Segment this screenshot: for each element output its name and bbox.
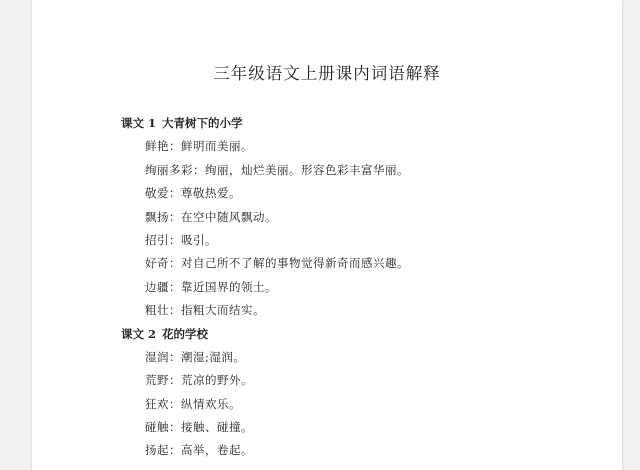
vocab-term: 鲜艳 [145,139,169,154]
vocab-term: 湿润 [145,349,169,364]
vocab-term: 敬爱 [145,186,169,201]
vocab-definition: 靠近国界的领土。 [181,279,277,294]
vocab-term: 狂欢 [145,396,169,411]
document-body [121,112,601,463]
vocab-separator: ： [169,373,181,388]
document-title: 三年级语文上册课内词语解释 [213,64,441,83]
vocab-entry [121,346,601,369]
vocab-separator: ： [169,256,181,271]
vocab-entry [121,252,601,275]
vocab-separator: ： [169,186,181,201]
vocab-term: 荒野 [145,373,169,388]
lesson-heading [121,112,601,135]
vocab-entry [121,439,601,462]
lesson-title: 花的学校 [162,326,209,341]
vocab-definition: 鲜明而美丽。 [181,139,253,154]
vocab-entry [121,416,601,439]
vocab-entry [121,229,601,252]
vocab-separator: ： [169,396,181,411]
vocab-definition: 尊敬热爱。 [181,186,241,201]
vocab-entry [121,182,601,205]
lesson-heading [121,323,601,346]
lesson-title: 大青树下的小学 [162,116,243,130]
vocab-definition: 在空中随风飘动。 [181,209,277,224]
vocab-definition: 纵情欢乐。 [181,396,241,411]
vocab-entry [121,276,601,299]
vocab-term: 招引 [145,232,169,247]
vocab-definition: 高举，卷起。 [181,443,253,458]
vocab-entry [121,299,601,322]
vocab-separator: ： [193,162,205,177]
vocab-entry [121,206,601,229]
vocab-entry [121,159,601,182]
vocab-term: 好奇 [145,256,169,271]
vocab-term: 粗壮 [145,303,169,318]
vocab-term: 飘扬 [145,209,169,224]
vocab-separator: ： [169,443,181,458]
vocab-definition: 接触、碰撞。 [181,420,253,435]
vocab-entry [121,393,601,416]
vocab-separator: ： [169,279,181,294]
vocab-term: 扬起 [145,443,169,458]
vocab-term: 碰触 [145,420,169,435]
lesson-number: 课文 2 [121,326,157,341]
document-page [32,0,622,470]
vocab-definition: 对自己所不了解的事物觉得新奇而感兴趣。 [181,256,409,271]
vocab-definition: 绚丽，灿烂美丽。形容色彩丰富华丽。 [205,162,409,177]
vocab-definition: 指粗大而结实。 [181,303,265,318]
vocab-separator: ： [169,139,181,154]
vocab-separator: ： [169,349,181,364]
vocab-definition: 吸引。 [181,232,217,247]
vocab-term: 绚丽多彩 [145,162,193,177]
vocab-entry [121,369,601,392]
vocab-separator: ： [169,209,181,224]
vocab-separator: ： [169,232,181,247]
vocab-definition: 荒凉的野外。 [181,373,253,388]
vocab-definition: 潮湿;湿润。 [181,349,246,364]
vocab-separator: ： [169,303,181,318]
vocab-entry [121,135,601,158]
vocab-term: 边疆 [145,279,169,294]
vocab-separator: ： [169,420,181,435]
lesson-number: 课文 1 [121,116,157,130]
